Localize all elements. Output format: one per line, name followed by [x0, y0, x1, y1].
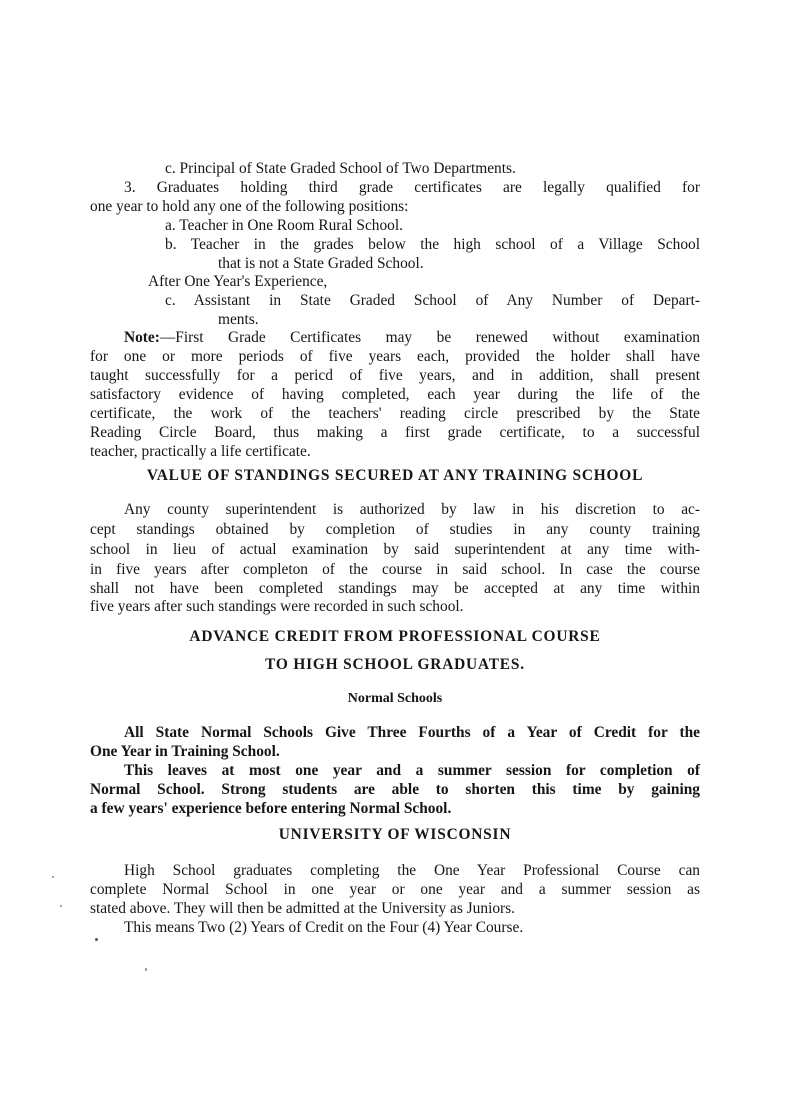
after-experience-label: After One Year's Experience,: [148, 273, 328, 290]
advance-credit-line-5: a few years' experience before entering Normal School.: [90, 800, 452, 817]
standings-line-4: in five years after completon of the course in said school. In case the course: [90, 561, 700, 578]
third-grade-line-1: 3. Graduates holding third grade certificates are legally qualified for: [124, 179, 700, 196]
scan-speck: [52, 876, 54, 878]
normal-schools-subheading: Normal Schools: [347, 691, 443, 706]
note-line-5: certificate, the work of the teachers' reading circle prescribed by the State: [90, 405, 700, 422]
note-line-1-text: —First Grade Certificates may be renewed without examination: [159, 329, 700, 346]
note-line-4: satisfactory evidence of having completed, each year during the life of the: [90, 386, 700, 403]
note-label: Note:: [124, 329, 160, 346]
advance-credit-line-3: This leaves at most one year and a summer session for completion of: [124, 762, 700, 779]
item-c-two-departments: c. Principal of State Graded School of Two Departments.: [165, 160, 516, 177]
university-line-2: complete Normal School in one year or one year and a summer session as: [90, 881, 700, 898]
standings-line-3: school in lieu of actual examination by said superintendent at any time with-: [90, 541, 700, 558]
note-line-2: for one or more periods of five years each, provided the holder shall have: [90, 348, 700, 365]
item-c2-line-2: ments.: [218, 311, 259, 328]
advance-credit-line-4: Normal School. Strong students are able to shorten this time by gaining: [90, 781, 700, 798]
item-b-line-2: that is not a State Graded School.: [218, 255, 424, 272]
scan-speck: [60, 905, 62, 907]
university-line-1: High School graduates completing the One Year Professional Course can: [124, 862, 700, 879]
note-line-7: teacher, practically a life certificate.: [90, 443, 311, 460]
advance-credit-line-1: All State Normal Schools Give Three Fourths of a Year of Credit for the: [124, 724, 700, 741]
standings-line-2: cept standings obtained by completion of studies in any county training: [90, 521, 700, 538]
university-line-3: stated above. They will then be admitted at the University as Juniors.: [90, 900, 516, 917]
third-grade-line-2: one year to hold any one of the following positions:: [90, 198, 409, 215]
note-line-6: Reading Circle Board, thus making a first grade certificate, to a successful: [90, 424, 700, 441]
item-b-line-1: b. Teacher in the grades below the high school of a Village School: [165, 236, 700, 253]
note-line-1: [124, 328, 700, 348]
advance-credit-heading-line-1: ADVANCE CREDIT FROM PROFESSIONAL COURSE: [189, 628, 601, 645]
university-line-4: This means Two (2) Years of Credit on the Four (4) Year Course.: [124, 919, 524, 936]
scan-speck: [95, 938, 98, 941]
standings-heading: VALUE OF STANDINGS SECURED AT ANY TRAINING SCHOOL: [146, 467, 644, 484]
standings-line-6: five years after such standings were recorded in such school.: [90, 598, 464, 615]
scan-speck: [145, 968, 147, 971]
standings-line-5: shall not have been completed standings may be accepted at any time within: [90, 580, 700, 597]
item-a: a. Teacher in One Room Rural School.: [165, 217, 403, 234]
item-c2-line-1: c. Assistant in State Graded School of Any Number of Depart-: [165, 292, 700, 309]
standings-line-1: Any county superintendent is authorized by law in his discretion to ac-: [124, 501, 700, 518]
note-line-3: taught successfully for a pericd of five years, and in addition, shall present: [90, 367, 700, 384]
university-heading: UNIVERSITY OF WISCONSIN: [278, 826, 512, 843]
advance-credit-line-2: One Year in Training School.: [90, 743, 280, 760]
advance-credit-heading-line-2: TO HIGH SCHOOL GRADUATES.: [265, 656, 525, 673]
